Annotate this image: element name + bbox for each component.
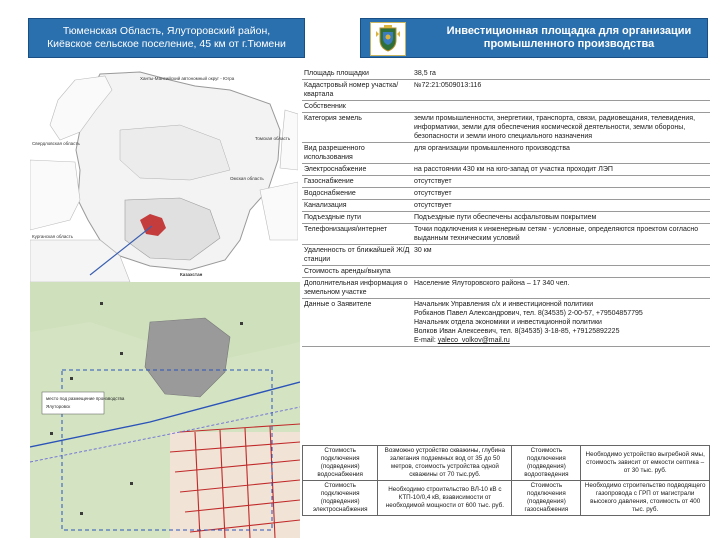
info-row xyxy=(302,164,710,176)
info-value: земли промышленности, энергетики, транспорта, связи, радиовещания, телевидения, информатики, земли для обеспечения космической деятельности, земли обороны, безопасности и земли иного специального назначения xyxy=(412,113,710,143)
cost-label: Стоимость подключения (подведения) электроснабжения xyxy=(303,481,378,516)
info-row xyxy=(302,200,710,212)
info-row xyxy=(302,101,710,113)
info-label: Дополнительная информация о земельном участке xyxy=(302,278,412,299)
label-kazakhstan: Казахстан xyxy=(180,272,203,277)
info-value: для организации промышленного производства xyxy=(412,143,710,164)
info-value: отсутствует xyxy=(412,176,710,188)
coat-of-arms-icon xyxy=(370,22,406,56)
cost-label: Стоимость подключения (подведения) газоснабжения xyxy=(512,481,581,516)
cost-row xyxy=(303,481,710,516)
info-row xyxy=(302,113,710,143)
contact-line: Волков Иван Алексеевич, тел. 8(34535) 3-18-85, +79125892225 xyxy=(414,328,620,335)
contact-line: Начальник отдела экономики и инвестиционной политики xyxy=(414,319,602,326)
contact-row xyxy=(302,299,710,347)
contact-details xyxy=(412,299,710,347)
info-value: Точки подключения к инженерным сетям - условные, определяются проектом согласно выданным техническим условий xyxy=(412,224,710,245)
info-row xyxy=(302,278,710,299)
info-value xyxy=(412,101,710,113)
info-value: Подъездные пути обеспечены асфальтовым покрытием xyxy=(412,212,710,224)
info-row xyxy=(302,212,710,224)
cost-label: Стоимость подключения (подведения) водоснабжения xyxy=(303,446,378,481)
site-caption: место под размещение производства xyxy=(46,396,125,401)
cost-value: Необходимо строительство ВЛ-10 кВ с КТП-10/0,4 кВ, взависимости от необходимой мощности от 600 тыс. руб. xyxy=(378,481,512,516)
info-label: Подъездные пути xyxy=(302,212,412,224)
info-row xyxy=(302,188,710,200)
info-value: 38,5 га xyxy=(412,68,710,80)
site-map xyxy=(30,282,300,538)
cost-value: Возможно устройство скважины, глубина залегания подземных вод от 35 до 50 метров, стоимость устройства одной скважины от 70 тыс.руб. xyxy=(378,446,512,481)
info-label: Площадь площадки xyxy=(302,68,412,80)
label-tomsk: Томская область xyxy=(255,136,291,141)
label-kurgan: Курганская область xyxy=(32,234,74,239)
connection-cost-table xyxy=(302,445,710,516)
title-line-2: промышленного производства xyxy=(483,38,655,50)
info-label: Водоснабжение xyxy=(302,188,412,200)
info-value: отсутствует xyxy=(412,188,710,200)
site-info-table xyxy=(302,68,710,347)
info-value: на расстоянии 430 км на юго-запад от участка проходит ЛЭП xyxy=(412,164,710,176)
contact-label: Данные о Заявителе xyxy=(302,299,412,347)
info-label: Стоимость аренды/выкупа xyxy=(302,266,412,278)
info-value: отсутствует xyxy=(412,200,710,212)
info-row xyxy=(302,266,710,278)
info-label: Электроснабжение xyxy=(302,164,412,176)
site-legend: Ялуторовск xyxy=(46,404,71,409)
info-label: Кадастровый номер участка/квартала xyxy=(302,80,412,101)
email-label: E-mail: xyxy=(414,337,436,344)
info-row xyxy=(302,224,710,245)
info-row xyxy=(302,245,710,266)
info-label: Удаленность от ближайшей Ж/Д станции xyxy=(302,245,412,266)
contact-line: Робканов Павел Александрович, тел. 8(34535) 2-00-57, +79504857795 xyxy=(414,310,643,317)
region-map xyxy=(30,70,298,282)
contact-email-line xyxy=(414,336,708,345)
title-line-1: Инвестиционная площадка для организации xyxy=(446,25,692,37)
cost-label: Стоимость подключения (подведения) водоотведения xyxy=(512,446,581,481)
info-label: Собственник xyxy=(302,101,412,113)
cost-row xyxy=(303,446,710,481)
title-banner xyxy=(360,18,708,58)
info-row xyxy=(302,68,710,80)
site-map-drawing xyxy=(30,282,300,538)
email-link[interactable]: yaleco_volkov@mail.ru xyxy=(437,337,510,344)
info-value: Население Ялуторовского района – 17 340 чел. xyxy=(412,278,710,299)
info-label: Газоснабжение xyxy=(302,176,412,188)
info-row xyxy=(302,80,710,101)
info-value: №72:21:0509013:116 xyxy=(412,80,710,101)
label-khmao: Ханты-Мансийский автономный округ - Югра xyxy=(140,76,235,81)
label-sverdlovsk: Свердловская область xyxy=(32,141,80,146)
cost-value: Необходимо устройство выгребной ямы, стоимость зависит от емкости септика – от 30 тыс. руб. xyxy=(581,446,710,481)
location-line-1: Тюменская Область, Ялуторовский район, xyxy=(62,25,271,37)
contact-line: Начальник Управления с/х и инвестиционной политики xyxy=(414,301,594,308)
info-row xyxy=(302,143,710,164)
info-label: Вид разрешенного использования xyxy=(302,143,412,164)
info-value xyxy=(412,266,710,278)
label-omsk: Омская область xyxy=(230,176,264,181)
info-label: Телефонизация/интернет xyxy=(302,224,412,245)
cost-value: Необходимо строительство подводящего газопровода с ГРП от магистрали высокого давления, стоимость от 400 тыс. руб. xyxy=(581,481,710,516)
info-value: 30 км xyxy=(412,245,710,266)
info-label: Категория земель xyxy=(302,113,412,143)
info-row xyxy=(302,176,710,188)
location-banner xyxy=(28,18,305,58)
info-label: Канализация xyxy=(302,200,412,212)
location-line-2: Киёвское сельское поселение, 45 км от г.Тюмени xyxy=(47,38,286,50)
